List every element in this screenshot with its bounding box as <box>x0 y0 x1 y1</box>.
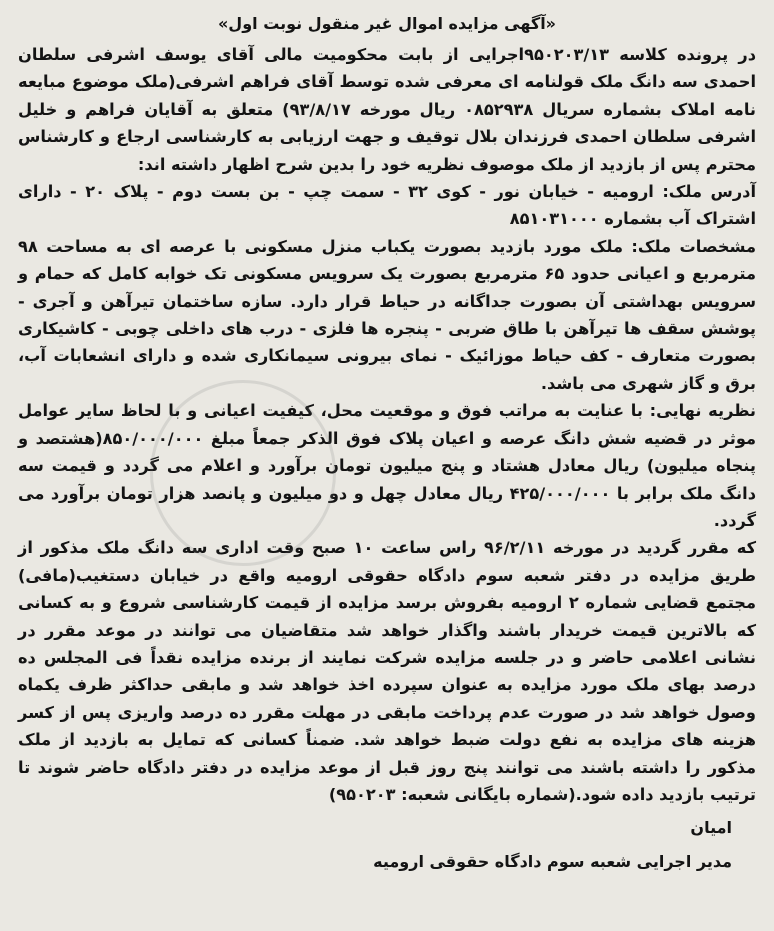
property-address-paragraph: آدرس ملک: ارومیه - خیابان نور - کوی ۳۲ - سمت چپ - بن بست دوم - پلاک ۲۰ - دارای اشتراک آب بشماره ۸۵۱۰۳۱۰۰۰ <box>18 182 756 229</box>
intro-paragraph: در پرونده کلاسه ۹۵۰۲۰۳/۱۳اجرایی از بابت محکومیت مالی آقای یوسف اشرفی سلطان احمدی سه دانگ ملک قولنامه ای معرفی شده توسط آقای فراهم اشرفی(ملک موضوع مبایعه نامه املاک بشماره سریال ۰۸۵۲۹۳۸ ریال مورخه ۹۳/۸/۱۷) متعلق به آقایان فراهم و خلیل اشرفی سلطان احمدی فرزندان بلال توقیف و جهت ارزیابی به کارشناسی ارجاع و کارشناس محترم پس از بازدید از ملک موصوف نظریه خود را بدین شرح اظهار داشته اند: <box>18 45 757 174</box>
final-opinion-paragraph: نظریه نهایی: با عنایت به مراتب فوق و موقعیت محل، کیفیت اعیانی و با لحاظ سایر عوامل موثر در قضیه شش دانگ عرصه و اعیان پلاک فوق الذکر جمعاً مبلغ ۸۵۰/۰۰۰/۰۰۰(هشتصد و پنجاه میلیون) ریال معادل هشتاد و پنج میلیون تومان برآورد و اعلام می گردد و قیمت سه دانگ ملک برابر با ۴۲۵/۰۰۰/۰۰۰ ریال معادل چهل و دو میلیون و پانصد هزار تومان برآورد می گردد. <box>18 401 757 530</box>
signature-block <box>18 814 732 876</box>
signature-name: امیان <box>690 818 732 838</box>
notice-title: «آگهی مزایده اموال غیر منقول نوبت اول» <box>217 14 557 33</box>
signature-title: مدیر اجرایی شعبه سوم دادگاه حقوقی ارومیه <box>373 852 732 872</box>
auction-terms-paragraph: که مقرر گردید در مورخه ۹۶/۲/۱۱ راس ساعت ۱۰ صبح وقت اداری سه دانگ ملک مذکور از طریق مزایده در دفتر شعبه سوم دادگاه حقوقی ارومیه واقع در خیابان دستغیب(مافی) مجتمع قضایی شماره ۲ ارومیه بفروش برسد مزایده از قیمت کارشناسی شروع و به کسانی که بالاترین قیمت خریدار باشند واگذار خواهد شد متقاضیان می توانند در موعد مقرر در نشانی اعلامی حاضر و در جلسه مزایده شرکت نمایند از برنده مزایده نقداً فی المجلس ده درصد بهای ملک مورد مزایده به عنوان سپرده اخذ خواهد شد و مابقی حداکثر ظرف یکماه وصول خواهد شد در صورت عدم پرداخت مابقی در مهلت مقرر ده درصد واریزی پس از کسر هزینه های مزایده به نفع دولت ضبط خواهد شد. ضمناً کسانی که تمایل به بازدید از ملک مذکور را داشته باشند می توانند پنج روز قبل از موعد مزایده در دفتر دادگاه حاضر شوند تا ترتیب بازدید داده شود.(شماره بایگانی شعبه: ۹۵۰۲۰۳) <box>18 538 756 804</box>
property-specs-paragraph: مشخصات ملک: ملک مورد بازدید بصورت یکباب منزل مسکونی با عرصه ای به مساحت ۹۸ مترمربع و اعیانی حدود ۶۵ مترمربع بصورت یک سرویس مسکونی تک خوابه کامل که حمام و سرویس بهداشتی آن بصورت جداگانه در حیاط قرار دارد. سازه ساختمان تیرآهن و آجری - پوشش سقف ها تیرآهن با طاق ضربی - پنجره ها فلزی - درب های داخلی چوبی - کاشیکاری بصورت متعارف - کف حیاط موزائیک - نمای بیرونی سیمانکاری شده و دارای انشعابات آب، برق و گاز شهری می باشد. <box>18 236 756 393</box>
